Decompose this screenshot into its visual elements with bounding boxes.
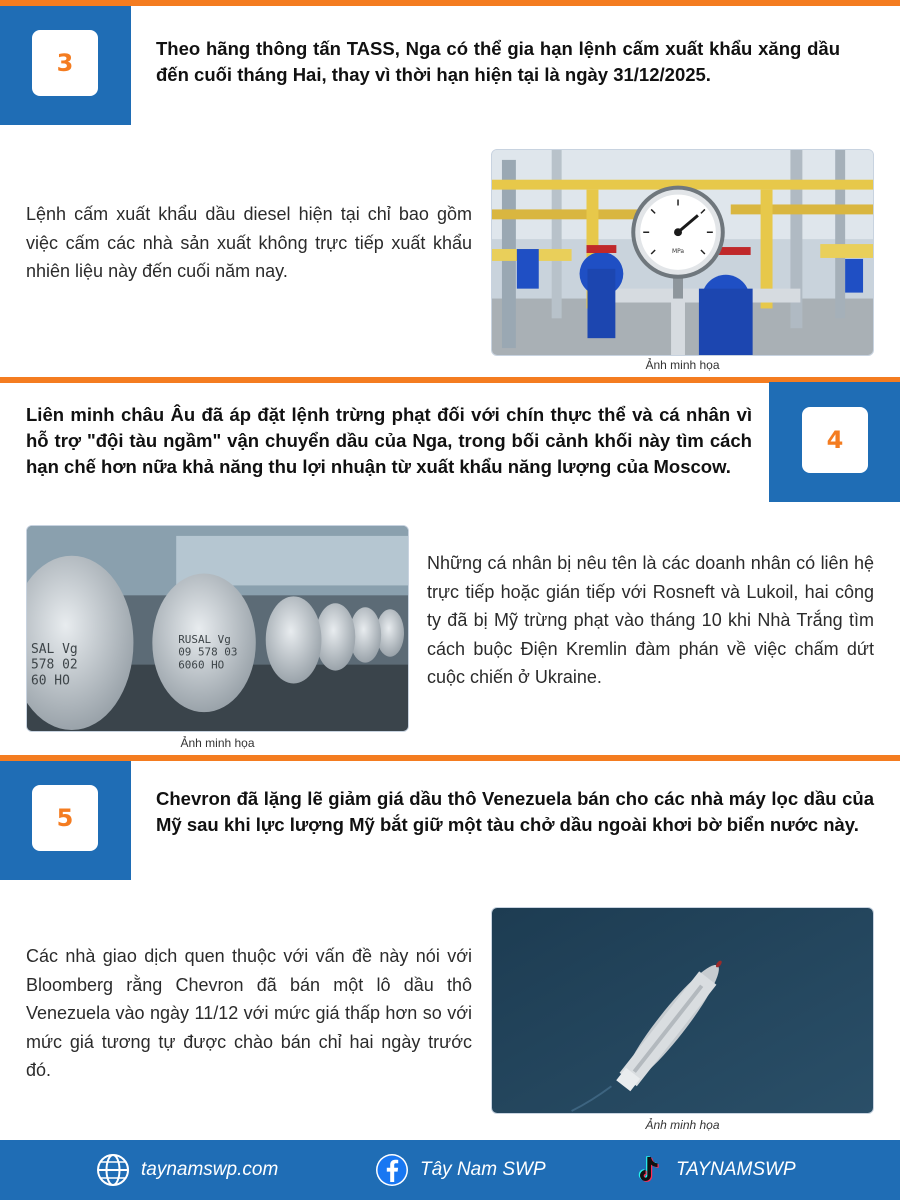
section-divider-top bbox=[0, 0, 900, 6]
billet-left-line-3: 60 HO bbox=[30, 673, 70, 689]
section-3-caption: Ảnh minh họa bbox=[645, 358, 720, 372]
billet-left-line-1: SAL Vg bbox=[30, 641, 78, 657]
billet-front-line-2: 09 578 03 bbox=[178, 645, 238, 659]
section-divider-5 bbox=[0, 755, 900, 761]
section-4-number: 4 bbox=[802, 407, 868, 473]
facebook-icon bbox=[374, 1152, 410, 1188]
footer-facebook-link[interactable] bbox=[374, 1140, 546, 1200]
billet-front-line-3: 6060 HO bbox=[178, 658, 225, 672]
tiktok-icon bbox=[630, 1152, 666, 1188]
section-3-photo-pressure-gauge bbox=[491, 149, 874, 356]
section-5-body: Các nhà giao dịch quen thuộc với vấn đề này nói với Bloomberg rằng Chevron đã bán một lô dầu thô Venezuela vào ngày 11/12 với mức giá thấp hơn so với mức giá tương tự được chào bán chỉ hai ngày trước đó. bbox=[26, 946, 472, 1080]
footer-website-link[interactable] bbox=[95, 1140, 278, 1200]
section-4-headline: Liên minh châu Âu đã áp đặt lệnh trừng phạt đối với chín thực thể và cá nhân vì hỗ trợ "đội tàu ngầm" vận chuyển dầu của Nga, trong bối cảnh khối này tìm cách hạn chế hơn nữa khả năng thu lợi nhuận từ xuất khẩu năng lượng của Moscow. bbox=[26, 404, 752, 477]
gauge-unit-label: MPa bbox=[671, 248, 685, 255]
billet-front-line-1: RUSAL Vg bbox=[178, 632, 231, 646]
section-divider-4 bbox=[0, 377, 900, 383]
globe-icon bbox=[95, 1152, 131, 1188]
section-4-body: Những cá nhân bị nêu tên là các doanh nhân có liên hệ trực tiếp hoặc gián tiếp với Rosneft và Lukoil, hai công ty đã bị Mỹ trừng phạt vào tháng 10 khi Nhà Trắng tìm cách buộc Điện Kremlin đàm phán về việc chấm dứt cuộc chiến ở Ukraine. bbox=[427, 553, 874, 687]
section-3-headline: Theo hãng thông tấn TASS, Nga có thể gia hạn lệnh cấm xuất khẩu xăng dầu đến cuối tháng Hai, thay vì thời hạn hiện tại là ngày 31/12/2025. bbox=[156, 38, 840, 85]
section-4-photo-aluminium-billets bbox=[26, 525, 409, 732]
footer-facebook-text: Tây Nam SWP bbox=[420, 1159, 546, 1180]
section-4-caption: Ảnh minh họa bbox=[180, 736, 255, 750]
section-5-number: 5 bbox=[32, 785, 98, 851]
section-3-body: Lệnh cấm xuất khẩu dầu diesel hiện tại chỉ bao gồm việc cấm các nhà sản xuất không trực tiếp xuất khẩu nhiên liệu này đến cuối năm nay. bbox=[26, 204, 472, 281]
section-3-number: 3 bbox=[32, 30, 98, 96]
footer-bar bbox=[0, 1140, 900, 1200]
footer-tiktok-text: TAYNAMSWP bbox=[676, 1159, 796, 1180]
footer-website-text: taynamswp.com bbox=[141, 1159, 279, 1180]
footer-tiktok-link[interactable] bbox=[630, 1140, 796, 1200]
section-5-headline: Chevron đã lặng lẽ giảm giá dầu thô Venezuela bán cho các nhà máy lọc dầu của Mỹ sau khi lực lượng Mỹ bắt giữ một tàu chở dầu ngoài khơi bờ biển nước này. bbox=[156, 788, 874, 835]
billet-left-line-2: 578 02 bbox=[30, 657, 78, 673]
section-5-caption: Ảnh minh họa bbox=[645, 1118, 720, 1132]
section-5-photo-oil-tanker bbox=[491, 907, 874, 1114]
